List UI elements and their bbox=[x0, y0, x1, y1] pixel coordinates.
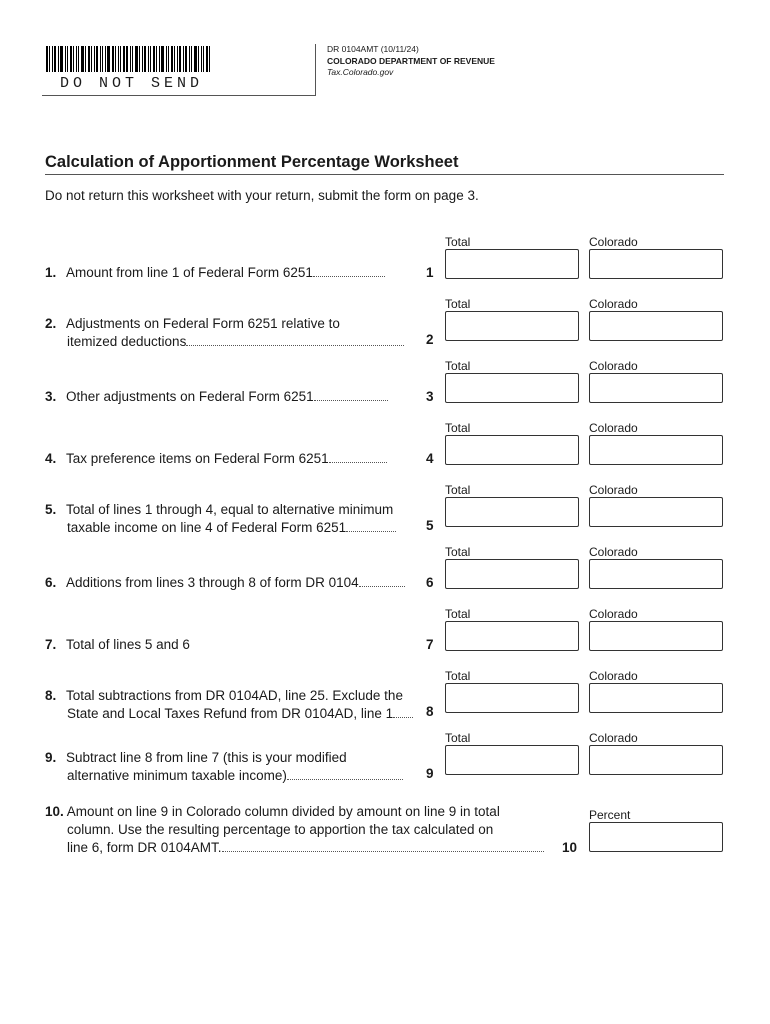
line-text: Adjustments on Federal Form 6251 relative to bbox=[66, 316, 340, 331]
barcode-bar bbox=[183, 46, 184, 72]
line-8-colorado-input[interactable] bbox=[589, 683, 723, 713]
leader-dots bbox=[329, 461, 387, 463]
line-text-2: State and Local Taxes Refund from DR 0104AD, line 1 bbox=[67, 706, 394, 721]
barcode-bar bbox=[70, 46, 72, 72]
total-column-label: Total bbox=[445, 669, 471, 683]
barcode-bar bbox=[156, 46, 157, 72]
barcode-bar bbox=[52, 46, 53, 72]
barcode-bar bbox=[115, 46, 116, 72]
barcode-bar bbox=[105, 46, 106, 72]
barcode-bar bbox=[150, 46, 151, 72]
total-column-label: Total bbox=[445, 235, 471, 249]
barcode-bar bbox=[94, 46, 95, 72]
line-ref-3: 3 bbox=[426, 389, 434, 404]
line-9 bbox=[45, 749, 420, 785]
barcode-bar bbox=[130, 46, 131, 72]
line-text-2: column. Use the resulting percentage to apportion the tax calculated on bbox=[67, 822, 494, 837]
total-column-label: Total bbox=[445, 483, 471, 497]
barcode-bar bbox=[209, 46, 210, 72]
barcode-bar bbox=[159, 46, 160, 72]
line-text-2: taxable income on line 4 of Federal Form 6251 bbox=[67, 520, 347, 535]
line-5-colorado-input[interactable] bbox=[589, 497, 723, 527]
line-2 bbox=[45, 315, 420, 351]
barcode-bar bbox=[102, 46, 103, 72]
line-10 bbox=[45, 803, 578, 857]
line-1-total-input[interactable] bbox=[445, 249, 579, 279]
barcode-bar bbox=[76, 46, 77, 72]
barcode-bar bbox=[194, 46, 197, 72]
leader-dots bbox=[287, 778, 403, 780]
total-column-label: Total bbox=[445, 359, 471, 373]
line-ref-8: 8 bbox=[426, 704, 434, 719]
line-text: Other adjustments on Federal Form 6251 bbox=[66, 389, 314, 404]
barcode-bar bbox=[206, 46, 208, 72]
line-4-total-input[interactable] bbox=[445, 435, 579, 465]
line-3 bbox=[45, 388, 420, 406]
line-number: 3. bbox=[45, 389, 57, 404]
barcode-bar bbox=[88, 46, 90, 72]
total-column-label: Total bbox=[445, 607, 471, 621]
barcode-bar bbox=[81, 46, 84, 72]
barcode-bar bbox=[46, 46, 48, 72]
leader-dots bbox=[186, 344, 404, 346]
line-number: 4. bbox=[45, 451, 57, 466]
line-number: 2. bbox=[45, 316, 57, 331]
line-number: 1. bbox=[45, 265, 57, 280]
line-number: 10. bbox=[45, 804, 64, 819]
line-1-colorado-input[interactable] bbox=[589, 249, 723, 279]
barcode-bar bbox=[118, 46, 119, 72]
line-8 bbox=[45, 687, 420, 723]
line-ref-2: 2 bbox=[426, 332, 434, 347]
line-text: Total of lines 1 through 4, equal to alternative minimum bbox=[66, 502, 394, 517]
total-column-label: Total bbox=[445, 297, 471, 311]
line-text-2: alternative minimum taxable income) bbox=[67, 768, 287, 783]
barcode-bar bbox=[120, 46, 121, 72]
line-9-total-input[interactable] bbox=[445, 745, 579, 775]
barcode bbox=[46, 46, 224, 72]
line-text: Total subtractions from DR 0104AD, line 25. Exclude the bbox=[66, 688, 403, 703]
line-number: 6. bbox=[45, 575, 57, 590]
line-6-colorado-input[interactable] bbox=[589, 559, 723, 589]
line-text: Total of lines 5 and 6 bbox=[66, 637, 190, 652]
leader-dots bbox=[359, 585, 405, 587]
leader-dots bbox=[222, 850, 544, 852]
barcode-bar bbox=[198, 46, 199, 72]
barcode-bar bbox=[67, 46, 68, 72]
barcode-bar bbox=[185, 46, 187, 72]
barcode-bar bbox=[144, 46, 146, 72]
page-title: Calculation of Apportionment Percentage Worksheet bbox=[45, 153, 459, 171]
colorado-column-label: Colorado bbox=[589, 359, 638, 373]
line-text: Amount from line 1 of Federal Form 6251 bbox=[66, 265, 313, 280]
line-2-total-input[interactable] bbox=[445, 311, 579, 341]
barcode-bar bbox=[148, 46, 149, 72]
line-ref-6: 6 bbox=[426, 575, 434, 590]
line-text: Subtract line 8 from line 7 (this is your modified bbox=[66, 750, 347, 765]
colorado-column-label: Colorado bbox=[589, 607, 638, 621]
barcode-bar bbox=[60, 46, 63, 72]
line-number: 5. bbox=[45, 502, 57, 517]
total-column-label: Total bbox=[445, 731, 471, 745]
line-2-colorado-input[interactable] bbox=[589, 311, 723, 341]
form-code: DR 0104AMT (10/11/24) bbox=[327, 44, 419, 54]
line-ref-10: 10 bbox=[562, 840, 578, 855]
website: Tax.Colorado.gov bbox=[327, 67, 394, 77]
barcode-bar bbox=[168, 46, 169, 72]
barcode-bar bbox=[65, 46, 66, 72]
barcode-bar bbox=[191, 46, 192, 72]
barcode-bar bbox=[78, 46, 79, 72]
barcode-bar bbox=[177, 46, 178, 72]
barcode-bar bbox=[73, 46, 74, 72]
line-ref-5: 5 bbox=[426, 518, 434, 533]
line-1 bbox=[45, 264, 420, 282]
barcode-bar bbox=[203, 46, 204, 72]
barcode-bar bbox=[58, 46, 59, 72]
line-text: Amount on line 9 in Colorado column divided by amount on line 9 in total bbox=[66, 804, 500, 819]
leader-dots bbox=[313, 275, 385, 277]
barcode-bar bbox=[85, 46, 86, 72]
colorado-column-label: Colorado bbox=[589, 421, 638, 435]
line-7-colorado-input[interactable] bbox=[589, 621, 723, 651]
barcode-bar bbox=[161, 46, 164, 72]
total-column-label: Total bbox=[445, 545, 471, 559]
line-5-total-input[interactable] bbox=[445, 497, 579, 527]
line-ref-7: 7 bbox=[426, 637, 434, 652]
line-3-colorado-input[interactable] bbox=[589, 373, 723, 403]
barcode-bar bbox=[126, 46, 128, 72]
line-10-percent-input[interactable] bbox=[589, 822, 723, 852]
barcode-bar bbox=[112, 46, 114, 72]
barcode-bar bbox=[135, 46, 138, 72]
line-text-3: line 6, form DR 0104AMT. bbox=[67, 840, 222, 855]
leader-dots bbox=[314, 399, 388, 401]
line-5 bbox=[45, 501, 420, 537]
barcode-bar bbox=[49, 46, 50, 72]
leader-dots bbox=[346, 530, 396, 532]
barcode-bar bbox=[201, 46, 202, 72]
line-6 bbox=[45, 574, 420, 592]
line-ref-4: 4 bbox=[426, 451, 434, 466]
barcode-bar bbox=[171, 46, 173, 72]
barcode-bar bbox=[54, 46, 56, 72]
line-number: 8. bbox=[45, 688, 57, 703]
colorado-column-label: Colorado bbox=[589, 545, 638, 559]
intro-text: Do not return this worksheet with your return, submit the form on page 3. bbox=[45, 188, 479, 203]
total-column-label: Total bbox=[445, 421, 471, 435]
line-text-2: itemized deductions bbox=[67, 334, 187, 349]
line-text: Additions from lines 3 through 8 of form DR 0104 bbox=[66, 575, 359, 590]
line-7 bbox=[45, 636, 420, 654]
barcode-bar bbox=[91, 46, 92, 72]
line-6-total-input[interactable] bbox=[445, 559, 579, 589]
leader-dots bbox=[393, 716, 413, 718]
colorado-column-label: Colorado bbox=[589, 483, 638, 497]
barcode-bar bbox=[123, 46, 125, 72]
colorado-column-label: Colorado bbox=[589, 235, 638, 249]
barcode-bar bbox=[139, 46, 140, 72]
line-number: 9. bbox=[45, 750, 57, 765]
barcode-bar bbox=[100, 46, 101, 72]
line-ref-1: 1 bbox=[426, 265, 434, 280]
barcode-bar bbox=[96, 46, 98, 72]
do-not-send-label: DO NOT SEND bbox=[60, 75, 204, 92]
line-ref-9: 9 bbox=[426, 766, 434, 781]
line-4-colorado-input[interactable] bbox=[589, 435, 723, 465]
line-3-total-input[interactable] bbox=[445, 373, 579, 403]
department-name: COLORADO DEPARTMENT OF REVENUE bbox=[327, 56, 495, 66]
barcode-bar bbox=[132, 46, 133, 72]
percent-label: Percent bbox=[589, 808, 631, 822]
barcode-bar bbox=[107, 46, 110, 72]
colorado-column-label: Colorado bbox=[589, 731, 638, 745]
barcode-bar bbox=[179, 46, 181, 72]
line-4 bbox=[45, 450, 420, 468]
barcode-bar bbox=[174, 46, 175, 72]
line-number: 7. bbox=[45, 637, 57, 652]
line-7-total-input[interactable] bbox=[445, 621, 579, 651]
barcode-bar bbox=[142, 46, 143, 72]
barcode-bar bbox=[166, 46, 167, 72]
barcode-bar bbox=[153, 46, 155, 72]
line-9-colorado-input[interactable] bbox=[589, 745, 723, 775]
title-divider bbox=[45, 174, 724, 175]
line-text: Tax preference items on Federal Form 6251 bbox=[66, 451, 329, 466]
colorado-column-label: Colorado bbox=[589, 297, 638, 311]
line-8-total-input[interactable] bbox=[445, 683, 579, 713]
barcode-bar bbox=[189, 46, 190, 72]
colorado-column-label: Colorado bbox=[589, 669, 638, 683]
